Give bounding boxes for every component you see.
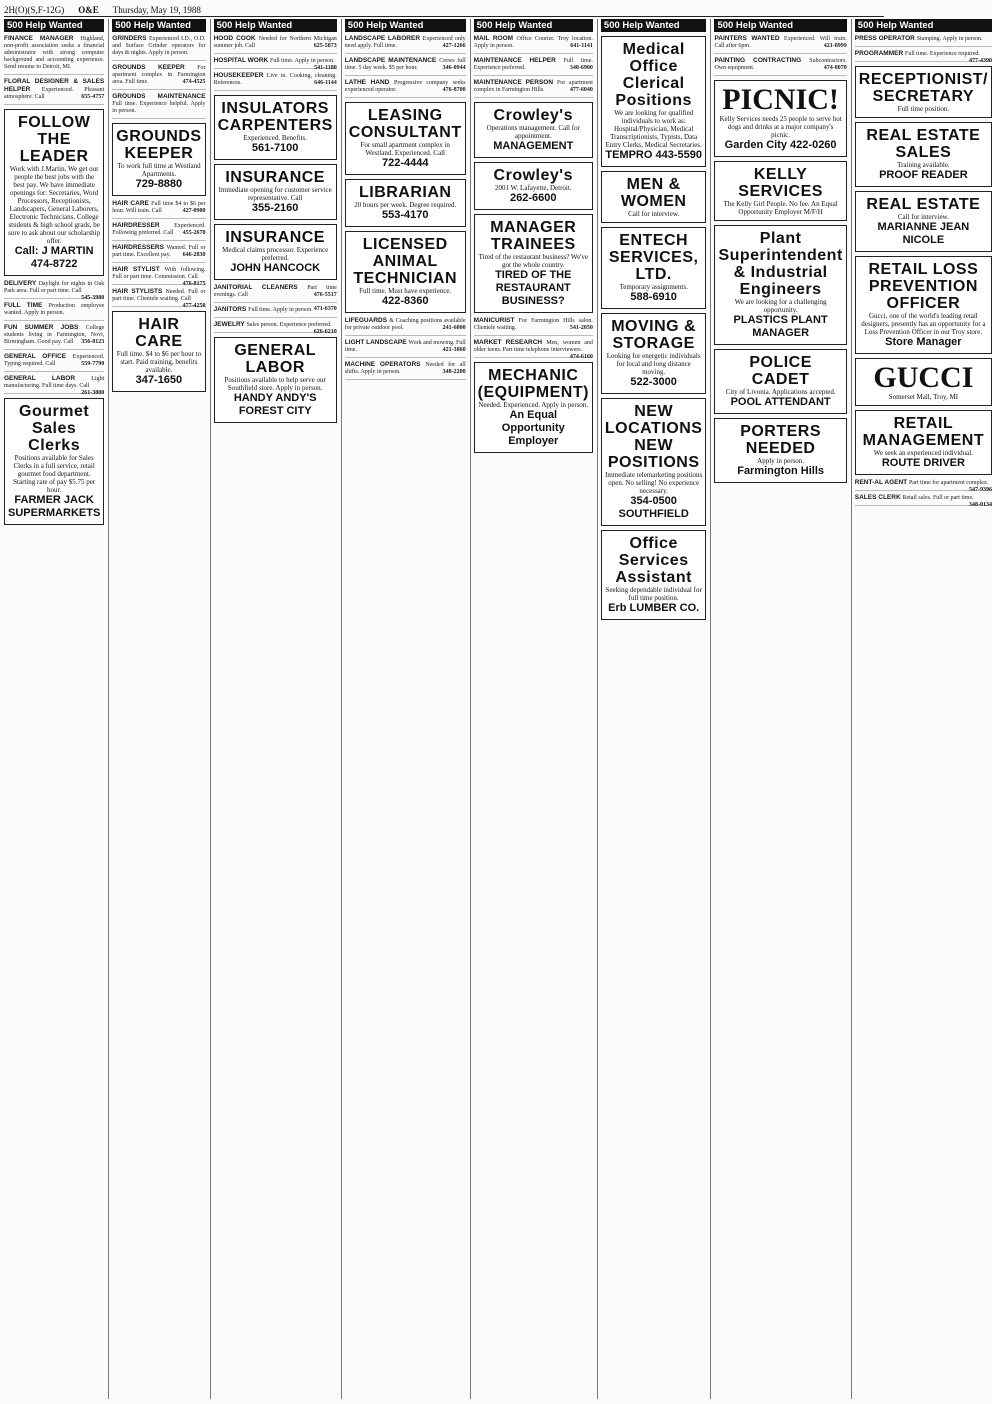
ad-text: With following. Full or part time. Commission. Call bbox=[112, 267, 206, 280]
display-contact: 355-2160 bbox=[251, 202, 299, 214]
display-ad bbox=[345, 102, 466, 175]
ad-text: Stamping. Apply in person. bbox=[916, 36, 983, 42]
ad-title: HOUSEKEEPER bbox=[213, 72, 267, 79]
classified-ad bbox=[112, 93, 205, 119]
issue-date: Thursday, May 19, 1988 bbox=[112, 5, 201, 15]
ad-title: LIFEGUARDS bbox=[344, 317, 390, 324]
ad-phone: 626-6210 bbox=[313, 329, 337, 335]
ad-text: Daylight for nights in Oak Park area. Full or part time. Call bbox=[4, 281, 105, 294]
display-ad bbox=[474, 162, 593, 210]
ad-title: JEWELRY bbox=[213, 321, 247, 328]
ad-text: Crews full time. 5 day week. $5 per hour. bbox=[344, 58, 466, 71]
ad-title: LATHE HAND bbox=[344, 79, 394, 86]
ad-phone: 547-9396 bbox=[968, 487, 992, 493]
display-body: We are looking for a challenging opportunity. bbox=[734, 298, 827, 314]
display-contact: 722-4444 bbox=[381, 157, 429, 169]
ad-text: Full time. Experience preferred. bbox=[473, 58, 593, 71]
display-body: Somerset Mall, Troy, MI bbox=[888, 393, 959, 401]
display-headline: REAL ESTATE bbox=[866, 196, 981, 213]
ad-phone: 559-7790 bbox=[81, 361, 105, 367]
column-heading: 500 Help Wanted bbox=[112, 19, 205, 32]
display-body: 2001 W. Lafayette, Detroit. bbox=[494, 184, 572, 192]
display-contact: PLASTICS PLANT MANAGER bbox=[733, 314, 828, 339]
ad-text: Full time. Experience helpful. Apply in person. bbox=[112, 101, 206, 114]
ad-title: RENT-AL AGENT bbox=[854, 479, 909, 486]
classified-ad bbox=[214, 284, 337, 303]
ad-text: Needed. Full or part time. Clientele waiting. Call bbox=[112, 289, 206, 302]
ad-phone: 646-1144 bbox=[314, 80, 337, 86]
display-headline: RECEPTIONIST/ SECRETARY bbox=[858, 71, 988, 105]
ad-title: FLORAL DESIGNER & SALES HELPER bbox=[4, 78, 105, 93]
ad-text: Needed for Northern Michigan summer job. Call bbox=[213, 36, 337, 49]
ad-phone: 348-2200 bbox=[442, 369, 466, 375]
ad-text: Live in. Cooking, cleaning. References. bbox=[213, 73, 337, 86]
display-contact: FARMER JACK SUPERMARKETS bbox=[8, 494, 101, 519]
display-headline: MEN & WOMEN bbox=[620, 176, 687, 210]
display-body: Tired of the restaurant business? We've got the whole country. bbox=[478, 253, 588, 269]
ad-title: MACHINE OPERATORS bbox=[344, 361, 426, 368]
ad-text: Full time. Apply in person. bbox=[270, 58, 335, 64]
ad-title: MANICURIST bbox=[473, 317, 519, 324]
display-contact: TEMPRO 443-5590 bbox=[605, 149, 702, 161]
ad-title: PAINTERS WANTED bbox=[714, 35, 785, 42]
display-contact: An Equal Opportunity Employer bbox=[501, 409, 565, 447]
display-contact: Store Manager bbox=[885, 336, 962, 348]
ad-column bbox=[108, 19, 205, 1399]
display-body: Immediate opening for customer service representative. Call bbox=[218, 186, 332, 202]
ad-text: Experienced. Will train. Call after 6pm. bbox=[714, 36, 847, 49]
ad-phone: 476-8700 bbox=[442, 87, 466, 93]
masthead bbox=[4, 4, 884, 17]
classified-ad bbox=[4, 78, 104, 105]
ad-text: Experienced. Following preferred. Call bbox=[112, 223, 206, 236]
display-headline: Crowley's bbox=[493, 167, 573, 184]
classified-ad bbox=[345, 339, 466, 358]
display-ad bbox=[855, 122, 992, 187]
column-heading: 500 Help Wanted bbox=[855, 19, 992, 32]
ad-title: GROUNDS KEEPER bbox=[112, 64, 198, 71]
ad-text: College students living in Farmington, Novi, Birmingham. Good pay. Call bbox=[4, 325, 105, 345]
ad-text: Highland, non-profit association seeks a financial administrator with strong computer background and accounting experience. Send resume to Detroit, MI. bbox=[4, 36, 105, 70]
display-contact: HANDY ANDY'S FOREST CITY bbox=[233, 392, 317, 417]
display-headline: INSURANCE bbox=[225, 229, 325, 246]
classified-columns bbox=[4, 19, 992, 1399]
display-body: Looking for energetic individuals for local and long distance moving. bbox=[606, 352, 701, 376]
display-ad bbox=[345, 231, 466, 313]
display-ad bbox=[714, 161, 846, 221]
display-body: Full time. Must have experience. bbox=[359, 287, 452, 295]
ad-phone: 476-5517 bbox=[313, 292, 337, 298]
ad-column bbox=[4, 19, 104, 1399]
ad-text: Light manufacturing. Full time days. Call bbox=[4, 376, 105, 389]
classified-ad bbox=[855, 35, 992, 47]
ad-title: FULL TIME bbox=[4, 302, 49, 309]
ad-column bbox=[851, 19, 992, 1399]
ad-column bbox=[210, 19, 337, 1399]
display-body: Needed. Experienced. Apply in person. bbox=[478, 401, 589, 409]
classified-ad bbox=[4, 302, 104, 321]
ad-text: Work and mowing. Full time. bbox=[344, 340, 466, 353]
display-body: Full time position. bbox=[897, 105, 950, 113]
classified-ad bbox=[4, 353, 104, 372]
display-contact: 588-6910 bbox=[630, 291, 677, 303]
display-ad bbox=[112, 311, 205, 392]
display-ad bbox=[112, 123, 205, 196]
classified-ad bbox=[474, 57, 593, 76]
display-body: Seeking dependable individual for full time position. bbox=[605, 586, 702, 602]
display-headline: MOVING & STORAGE bbox=[611, 318, 697, 352]
ad-text: For apartment complex in Farmington area. Full time. bbox=[112, 65, 206, 85]
display-body: For small apartment complex in Westland. Experienced. Call bbox=[360, 141, 450, 157]
display-contact: Farmington Hills bbox=[737, 465, 824, 477]
display-ad bbox=[214, 224, 337, 280]
display-ad bbox=[855, 191, 992, 252]
ad-phone: 427-0900 bbox=[182, 208, 206, 214]
ad-title: HOSPITAL WORK bbox=[213, 57, 271, 64]
ad-title: HAIR STYLIST bbox=[112, 266, 165, 273]
ad-text: For Farmington Hills salon. Clientele waiting. bbox=[473, 318, 593, 331]
ad-text: Sales person. Experience preferred. bbox=[246, 322, 332, 328]
classified-ad bbox=[112, 200, 205, 219]
ad-column bbox=[470, 19, 593, 1399]
display-contact: 522-3000 bbox=[630, 376, 677, 388]
display-contact: 347-1650 bbox=[135, 374, 183, 386]
ad-text: Men, women and older teens. Part time telephone interviewers. bbox=[473, 340, 593, 353]
classified-ad bbox=[345, 57, 466, 76]
ad-text: Progressive company seeks experienced operator. bbox=[344, 80, 466, 93]
ad-text: Full time $4 to $6 per hour. Will train. Call bbox=[112, 201, 206, 214]
classified-ad bbox=[4, 35, 104, 75]
display-headline: GUCCI bbox=[873, 361, 974, 394]
ad-phone: 646-2830 bbox=[182, 252, 206, 258]
ad-text: Production employee wanted. Apply in person. bbox=[4, 303, 105, 316]
display-headline: ENTECH SERVICES, LTD. bbox=[608, 232, 699, 283]
display-headline: Crowley's bbox=[493, 107, 573, 124]
display-ad bbox=[4, 109, 104, 276]
display-contact: Garden City 422-0260 bbox=[724, 139, 837, 151]
classified-ad bbox=[214, 35, 337, 54]
display-body: To work full time at Westland Apartments. bbox=[117, 162, 201, 178]
display-ad bbox=[855, 256, 992, 354]
display-ad bbox=[601, 398, 707, 526]
display-headline: LICENSED ANIMAL TECHNICIAN bbox=[353, 236, 458, 287]
classified-ad bbox=[474, 79, 593, 98]
classified-ad bbox=[345, 361, 466, 380]
ad-text: Subcontractors. Own equipment. bbox=[714, 58, 847, 71]
ad-title: GRINDERS bbox=[112, 35, 149, 42]
column-heading: 500 Help Wanted bbox=[474, 19, 593, 32]
ad-text: Experienced. Pleasant atmosphere. Call bbox=[4, 87, 105, 100]
display-contact: POOL ATTENDANT bbox=[730, 396, 831, 408]
display-ad bbox=[601, 313, 707, 394]
ad-title: SALES CLERK bbox=[854, 494, 903, 501]
display-headline: FOLLOW THE LEADER bbox=[17, 114, 91, 165]
display-body: Full time. $4 to $6 per hour to start. Paid training, benefits available. bbox=[116, 350, 202, 374]
display-contact: Erb LUMBER CO. bbox=[608, 602, 700, 614]
ad-title: HAIRDRESSERS bbox=[112, 244, 167, 251]
ad-phone: 348-6900 bbox=[569, 65, 593, 71]
ad-title: MARKET RESEARCH bbox=[473, 339, 547, 346]
ad-text: & Coaching positions available for private outdoor pool. bbox=[344, 318, 466, 331]
display-contact: JOHN HANCOCK bbox=[230, 262, 321, 274]
display-body: 20 hours per week. Degree required. bbox=[354, 201, 457, 209]
column-heading: 500 Help Wanted bbox=[714, 19, 846, 32]
display-ad bbox=[714, 225, 846, 345]
ad-text: Experienced only need apply. Full time. bbox=[344, 36, 466, 49]
ad-phone: 421-8999 bbox=[823, 43, 847, 49]
ad-title: FUN SUMMER JOBS bbox=[4, 324, 86, 331]
display-contact: 354-0500 SOUTHFIELD bbox=[618, 495, 689, 520]
display-headline: POLICE CADET bbox=[749, 354, 812, 388]
ad-phone: 545-3980 bbox=[81, 295, 105, 301]
ad-text: Part time evenings. Call bbox=[213, 285, 337, 298]
ad-title: DELIVERY bbox=[4, 280, 39, 287]
column-heading: 500 Help Wanted bbox=[345, 19, 466, 32]
display-body: Medical claims processor. Experience preferred. bbox=[222, 246, 329, 262]
display-body: Work with J.Martin. We get our people the best jobs with the best pay. We have immediate openings for: Secretaries, Word Processors, Receptionists, Landscapers, General Laborers, Electronic Technicians. College students & high school grads, be sure to ask about our scholarship offer. bbox=[8, 165, 101, 245]
display-headline: INSURANCE bbox=[225, 169, 325, 186]
display-body: City of Livonia. Applications accepted. bbox=[725, 388, 836, 396]
display-headline: Plant Superintendent & Industrial Engineers bbox=[718, 230, 843, 298]
ad-phone: 455-2670 bbox=[182, 230, 206, 236]
display-headline: RETAIL LOSS PREVENTION OFFICER bbox=[868, 261, 979, 312]
classified-ad bbox=[112, 288, 205, 307]
ad-phone: 421-3860 bbox=[442, 347, 466, 353]
ad-title: MAINTENANCE HELPER bbox=[473, 57, 564, 64]
display-contact: MANAGEMENT bbox=[493, 140, 574, 152]
classified-ad bbox=[345, 79, 466, 98]
classified-ad bbox=[855, 494, 992, 506]
display-body: Training available. bbox=[897, 161, 950, 169]
ad-title: HAIR CARE bbox=[112, 200, 152, 207]
ad-column bbox=[341, 19, 466, 1399]
display-body: Immediate telemarketing positions open. No selling! No experience necessary. bbox=[605, 471, 703, 495]
paper-name: O&E bbox=[78, 5, 99, 15]
classified-ad bbox=[855, 50, 992, 62]
column-heading: 500 Help Wanted bbox=[601, 19, 707, 32]
display-ad bbox=[601, 530, 707, 620]
display-body: Positions available for Sales Clerks in a full service, retail gourmet food department. Starting rate of pay $5.75 per hour. bbox=[13, 454, 96, 494]
ad-title: GROUNDS MAINTENANCE bbox=[112, 93, 206, 100]
display-headline: NEW LOCATIONS NEW POSITIONS bbox=[604, 403, 703, 471]
column-heading: 500 Help Wanted bbox=[214, 19, 337, 32]
classified-ad bbox=[474, 317, 593, 336]
display-headline: PORTERS NEEDED bbox=[740, 423, 822, 457]
display-ad bbox=[601, 171, 707, 223]
ad-title: LANDSCAPE LABORER bbox=[344, 35, 423, 42]
ad-title: JANITORIAL CLEANERS bbox=[213, 284, 308, 291]
ad-phone: 477-6040 bbox=[569, 87, 593, 93]
ad-text: Needed for all shifts. Apply in person. bbox=[344, 362, 466, 375]
display-headline: KELLY SERVICES bbox=[738, 166, 823, 200]
display-headline: RETAIL MANAGEMENT bbox=[862, 415, 985, 449]
display-headline: REAL ESTATE SALES bbox=[866, 127, 981, 161]
display-body: Kelly Services needs 25 people to serve hot dogs and drinks at a major company's picnic. bbox=[719, 115, 842, 139]
ad-phone: 427-1266 bbox=[442, 43, 466, 49]
display-ad bbox=[855, 410, 992, 475]
ad-text: Retail sales. Full or part time. bbox=[902, 495, 974, 501]
ad-phone: 541-2050 bbox=[569, 325, 593, 331]
classified-ad bbox=[714, 35, 846, 54]
display-contact: 729-8880 bbox=[135, 178, 183, 190]
ad-phone: 477-4250 bbox=[182, 303, 206, 309]
ad-phone: 261-3800 bbox=[81, 390, 105, 396]
display-body: Temporary assignments. bbox=[619, 283, 688, 291]
display-body: Operations management. Call for appointment. bbox=[486, 124, 580, 140]
display-body: Experienced. Benefits. bbox=[243, 134, 307, 142]
section-code: 2H(O)(S,F-12G) bbox=[4, 5, 65, 15]
classified-ad bbox=[4, 375, 104, 394]
display-contact: 561-7100 bbox=[251, 142, 299, 154]
ad-text: Experienced I.D., O.D. and Surface Grinder operators for days & nights. Apply in person. bbox=[112, 36, 206, 56]
display-contact: ROUTE DRIVER bbox=[881, 457, 965, 469]
display-ad bbox=[601, 227, 707, 309]
ad-phone: 625-5873 bbox=[313, 43, 337, 49]
display-ad bbox=[714, 349, 846, 414]
ad-title: LIGHT LANDSCAPE bbox=[344, 339, 409, 346]
ad-phone: 346-0944 bbox=[442, 65, 466, 71]
display-ad bbox=[345, 179, 466, 227]
ad-phone: 348-0134 bbox=[968, 502, 992, 508]
ad-phone: 474-6160 bbox=[569, 354, 593, 360]
classified-ad bbox=[214, 321, 337, 333]
ad-text: For apartment complex in Farmington Hills. bbox=[473, 80, 593, 93]
ad-title: HAIRDRESSER bbox=[112, 222, 175, 229]
ad-phone: 241-6000 bbox=[442, 325, 466, 331]
classified-ad bbox=[112, 222, 205, 241]
display-headline: MANAGER TRAINEES bbox=[490, 219, 577, 253]
ad-phone: 641-1141 bbox=[570, 43, 593, 49]
display-body: Gucci, one of the world's leading retail designers, presently has an opportunity for a Loss Prevention Officer in our Troy store. bbox=[861, 312, 986, 336]
display-body: Call for interview. bbox=[897, 213, 949, 221]
display-ad bbox=[855, 66, 992, 118]
display-ad bbox=[474, 362, 593, 453]
ad-text: Full time. Experience required. bbox=[904, 51, 980, 57]
ad-title: JANITORS bbox=[213, 306, 249, 313]
ad-title: PRESS OPERATOR bbox=[854, 35, 917, 42]
ad-title: LANDSCAPE MAINTENANCE bbox=[344, 57, 440, 64]
ad-title: PROGRAMMER bbox=[854, 50, 905, 57]
ad-title: GENERAL OFFICE bbox=[4, 353, 73, 360]
display-headline: MECHANIC (EQUIPMENT) bbox=[477, 367, 589, 401]
display-ad bbox=[214, 95, 337, 160]
ad-phone: 474-8070 bbox=[823, 65, 847, 71]
ad-title: GENERAL LABOR bbox=[4, 375, 92, 382]
classified-ad bbox=[855, 479, 992, 491]
display-ad bbox=[214, 164, 337, 220]
ad-phone: 477-4390 bbox=[968, 58, 992, 64]
ad-text: Experienced. Typing required. Call bbox=[4, 354, 105, 367]
ad-phone: 471-6370 bbox=[313, 306, 337, 312]
ad-column bbox=[597, 19, 707, 1399]
classified-ad bbox=[112, 266, 205, 285]
display-headline: Gourmet Sales Clerks bbox=[19, 403, 90, 454]
classified-ad bbox=[4, 280, 104, 299]
display-body: The Kelly Girl People. No fee. An Equal Opportunity Employer M/F/H bbox=[723, 200, 838, 216]
display-ad bbox=[714, 80, 846, 157]
display-contact: Call: J MARTIN 474-8722 bbox=[14, 245, 94, 270]
display-ad bbox=[714, 418, 846, 483]
ad-text: Full time. Apply in person. bbox=[248, 307, 313, 313]
display-headline: LIBRARIAN bbox=[358, 184, 452, 201]
ad-phone: 655-4757 bbox=[81, 94, 105, 100]
ad-text: Wanted. Full or part time. Excellent pay. bbox=[112, 245, 206, 258]
ad-title: HOOD COOK bbox=[213, 35, 259, 42]
ad-phone: 356-8123 bbox=[81, 339, 105, 345]
ad-column bbox=[710, 19, 846, 1399]
display-body: Positions available to help serve our Southfield store. Apply in person. bbox=[224, 376, 326, 392]
classified-ad bbox=[214, 57, 337, 69]
ad-title: PAINTING CONTRACTING bbox=[714, 57, 810, 64]
ad-title: MAINTENANCE PERSON bbox=[473, 79, 557, 86]
display-ad bbox=[855, 358, 992, 406]
display-headline: Medical Office Clerical Positions bbox=[615, 41, 692, 109]
classified-ad bbox=[4, 324, 104, 350]
classified-ad bbox=[474, 339, 593, 358]
ad-phone: 474-4525 bbox=[182, 79, 206, 85]
display-body: We seek an experienced individual. bbox=[873, 449, 973, 457]
ad-phone: 476-8175 bbox=[182, 281, 206, 287]
ad-title: HAIR STYLISTS bbox=[112, 288, 166, 295]
display-body: Apply in person. bbox=[757, 457, 805, 465]
display-headline: HAIR CARE bbox=[135, 316, 183, 350]
display-headline: LEASING CONSULTANT bbox=[348, 107, 462, 141]
display-headline: INSULATORS CARPENTERS bbox=[217, 100, 333, 134]
classified-ad bbox=[112, 35, 205, 61]
display-body: Call for interview. bbox=[628, 210, 680, 218]
column-heading: 500 Help Wanted bbox=[4, 19, 104, 32]
classified-ad bbox=[112, 64, 205, 90]
ad-text: Office Courier. Troy location. Apply in person. bbox=[473, 36, 593, 49]
display-contact: 262-6600 bbox=[510, 192, 557, 204]
classified-ad bbox=[714, 57, 846, 76]
display-headline: GENERAL LABOR bbox=[234, 342, 317, 376]
classified-ad bbox=[474, 35, 593, 54]
display-headline: PICNIC! bbox=[722, 83, 839, 116]
display-headline: GROUNDS KEEPER bbox=[116, 128, 202, 162]
display-ad bbox=[601, 36, 707, 167]
ad-title: FINANCE MANAGER bbox=[4, 35, 81, 42]
ad-text: Part time for apartment complex. bbox=[908, 480, 989, 486]
classified-ad bbox=[214, 306, 337, 318]
display-contact: PROOF READER bbox=[879, 169, 968, 181]
ad-title: MAIL ROOM bbox=[473, 35, 517, 42]
classified-ad bbox=[345, 35, 466, 54]
display-ad bbox=[214, 337, 337, 423]
display-contact: MARIANNE JEAN NICOLE bbox=[877, 221, 970, 246]
display-contact: 553-4170 bbox=[381, 209, 429, 221]
classified-ad bbox=[112, 244, 205, 263]
display-contact: 422-8360 bbox=[381, 295, 429, 307]
display-body: We are looking for qualified individuals to work as: Hospital/Physician, Medical Transcriptionists, Typists, Data Entry Clerks, Medical Secretaries. bbox=[605, 109, 702, 149]
display-contact: TIRED OF THE RESTAURANT BUSINESS? bbox=[495, 269, 572, 307]
display-ad bbox=[4, 398, 104, 525]
display-ad bbox=[474, 214, 593, 313]
ad-phone: 541-1180 bbox=[314, 65, 337, 71]
display-ad bbox=[474, 102, 593, 158]
display-headline: Office Services Assistant bbox=[615, 535, 692, 586]
classified-ad bbox=[214, 72, 337, 91]
classified-ad bbox=[345, 317, 466, 336]
